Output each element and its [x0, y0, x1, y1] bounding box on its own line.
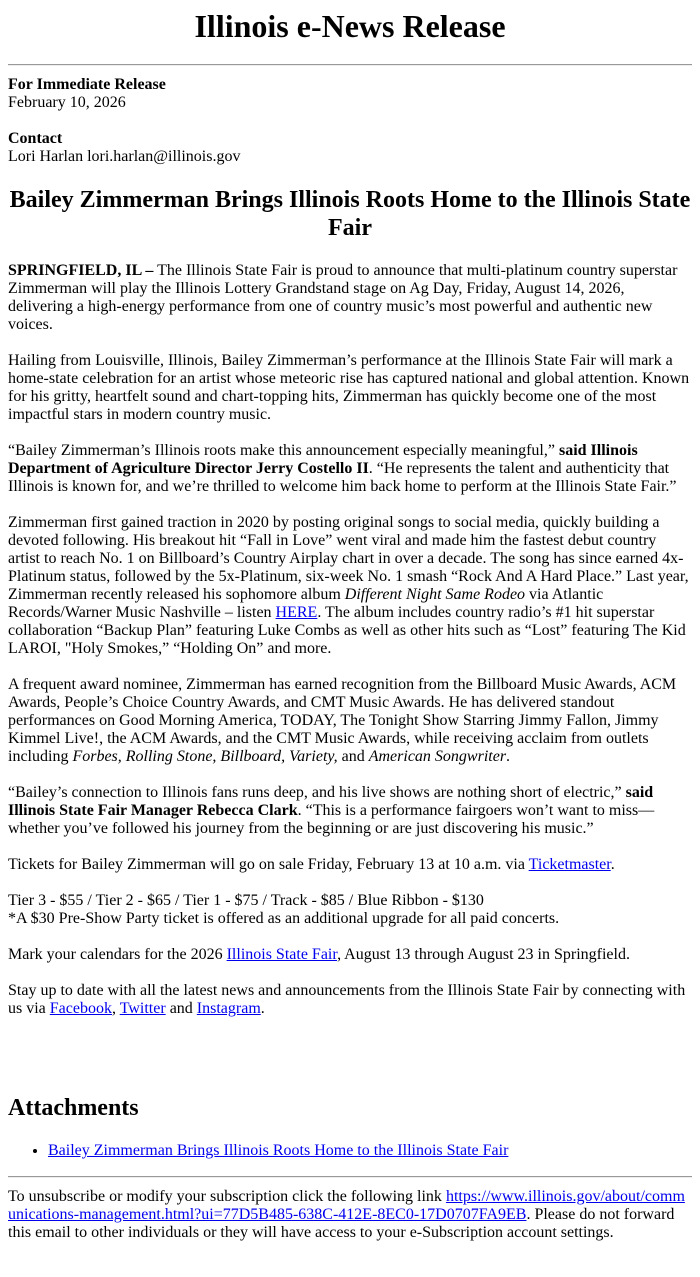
- text: , August 13 through August 23 in Springfield.: [337, 946, 630, 963]
- text: Tickets for Bailey Zimmerman will go on sale Friday, February 13 at 10 a.m. via: [8, 856, 529, 873]
- contact-value: Lori Harlan lori.harlan@illinois.gov: [8, 148, 241, 165]
- prices: Tier 3 - $55 / Tier 2 - $65 / Tier 1 - $75 / Track - $85 / Blue Ribbon - $130: [8, 892, 484, 909]
- paragraph: [8, 676, 692, 766]
- attachment-item: [48, 1142, 692, 1160]
- text: . “He represents the talent and authenticity that Illinois is known for, and we’re thrilled to welcome him back home to perform at the Illinois State Fair.”: [8, 460, 677, 495]
- facebook-link[interactable]: Facebook: [49, 1000, 112, 1017]
- email-body: [0, 8, 700, 1242]
- divider: [8, 1176, 692, 1178]
- text: .: [506, 748, 511, 765]
- attachments-heading: Attachments: [8, 1095, 139, 1121]
- price-note: *A $30 Pre-Show Party ticket is offered as an additional upgrade for all paid concerts.: [8, 910, 560, 927]
- release-date: February 10, 2026: [8, 94, 126, 111]
- release-label: For Immediate Release: [8, 76, 166, 93]
- paragraph: [8, 262, 692, 334]
- contact-info: [8, 130, 692, 166]
- attribution: said Illinois State Fair Manager Rebecca Clark: [8, 784, 654, 819]
- twitter-link[interactable]: Twitter: [119, 1000, 166, 1017]
- text: via Atlantic Records/Warner Music Nashville – listen: [8, 586, 604, 621]
- paragraph: [8, 514, 692, 658]
- text: . The album includes country radio’s #1 hit superstar collaboration “Backup Plan” featuring Luke Combs as well as other hits such as “Lost” featuring The Kid LAROI, "Holy Smokes,” “Holding On” and more.: [8, 604, 686, 657]
- unsubscribe-link[interactable]: https://www.illinois.gov/about/communications-management.html?ui=77D5B485-638C-412E-8EC0-17D0707FA9EB: [8, 1188, 685, 1223]
- divider: [8, 64, 692, 66]
- instagram-link[interactable]: Instagram: [196, 1000, 261, 1017]
- text: “Bailey Zimmerman’s Illinois roots make this announcement especially meaningful,”: [8, 442, 559, 459]
- outlet: American Songwriter: [368, 748, 507, 765]
- page-title: Illinois e-News Release: [194, 8, 506, 44]
- footer: [8, 1188, 692, 1242]
- text: . Please do not forward this email to other individuals or they will have access to your e-Subscription account settings.: [8, 1206, 675, 1241]
- contact-label: Contact: [8, 130, 63, 147]
- text: . “This is a performance fairgoers won’t want to miss—whether you’ve followed his journey from the beginning or are just discovering his music.”: [8, 802, 655, 837]
- release-info: [8, 76, 692, 112]
- listen-here-link[interactable]: HERE: [275, 604, 318, 621]
- paragraph: Hailing from Louisville, Illinois, Bailey Zimmerman’s performance at the Illinois State Fair will mark a home-state celebration for an artist whose meteoric rise has captured national and global attention. Known for his gritty, heartfelt sound and chart-topping hits, Zimmerman has quickly become one of the most impactful stars in modern country music.: [8, 352, 690, 423]
- text: The Illinois State Fair is proud to announce that multi-platinum country superstar Zimmerman will play the Illinois Lottery Grandstand stage on Ag Day, Friday, August 14, 2026, delivering a high-energy performance from one of country music’s most powerful and authentic new voices.: [8, 262, 678, 333]
- state-fair-link[interactable]: Illinois State Fair: [226, 946, 338, 963]
- dateline: SPRINGFIELD, IL –: [8, 262, 154, 279]
- attachments-list: [8, 1142, 692, 1160]
- text: ,: [111, 1000, 120, 1017]
- ticket-prices: [8, 892, 692, 928]
- text: A frequent award nominee, Zimmerman has earned recognition from the Billboard Music Awards, ACM Awards, People’s Choice Country Awards, and CMT Music Awards. He has delivered standout performances on Good Morning America, TODAY, The Tonight Show Starring Jimmy Fallon, Jimmy Kimmel Live!, the ACM Awards, and the CMT Music Awards, while receiving acclaim from outlets including: [8, 676, 677, 765]
- album-title: Different Night Same Rodeo: [344, 586, 526, 603]
- ticketmaster-link[interactable]: Ticketmaster: [528, 856, 611, 873]
- paragraph: [8, 856, 692, 874]
- text: “Bailey’s connection to Illinois fans runs deep, and his live shows are nothing short of electric,”: [8, 784, 626, 801]
- paragraph: [8, 982, 692, 1018]
- paragraph: [8, 946, 692, 964]
- text: Stay up to date with all the latest news and announcements from the Illinois State Fair by connecting with us via: [8, 982, 686, 1017]
- text: Zimmerman first gained traction in 2020 by posting original songs to social media, quickly building a devoted following. His breakout hit “Fall in Love” went viral and made him the fastest debut country artist to reach No. 1 on Billboard’s Country Airplay chart in over a decade. The song has since earned 4x-Platinum status, followed by the 5x-Platinum, six-week No. 1 smash “Rock And A Hard Place.” Last year, Zimmerman recently released his sophomore album: [8, 514, 689, 603]
- attachment-link[interactable]: Bailey Zimmerman Brings Illinois Roots Home to the Illinois State Fair: [48, 1142, 509, 1159]
- headline: Bailey Zimmerman Brings Illinois Roots Home to the Illinois State Fair: [9, 187, 691, 241]
- text: .: [260, 1000, 265, 1017]
- text: Mark your calendars for the 2026: [8, 946, 227, 963]
- paragraph: [8, 442, 692, 496]
- paragraph: [8, 784, 692, 838]
- text: and: [337, 748, 369, 765]
- text: .: [610, 856, 615, 873]
- spacer: [8, 1036, 692, 1074]
- outlets: Forbes, Rolling Stone, Billboard, Variety,: [72, 748, 338, 765]
- text: To unsubscribe or modify your subscription click the following link: [8, 1188, 446, 1205]
- attribution: said Illinois Department of Agriculture Director Jerry Costello II: [8, 442, 638, 477]
- text: and: [165, 1000, 197, 1017]
